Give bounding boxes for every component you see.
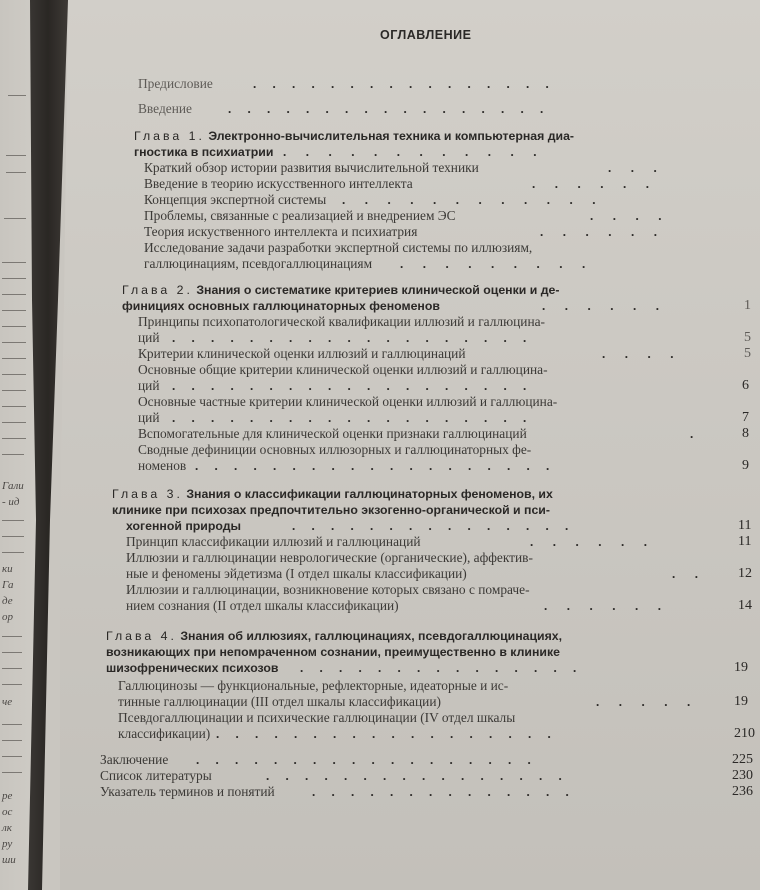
dot-leader: . . . . . . . . . . . . bbox=[283, 144, 537, 159]
toc-entry: Принципы психопатологической квалификации иллюзий и галлюцина- bbox=[138, 314, 546, 329]
toc-chapter-4-cont: возникающих при непомраченном сознании, преимущественно в клинике bbox=[106, 645, 560, 659]
toc-chapter-4 bbox=[106, 628, 562, 644]
dot-leader: . . . . . . . . . . . . . . . . . . . bbox=[172, 330, 527, 345]
page-number: 14 bbox=[738, 598, 752, 613]
toc-entry-preface: Предисловие bbox=[138, 76, 213, 91]
dot-leader: . . . . . . . . . . . . . . . . . . bbox=[196, 752, 531, 767]
page-number: 1 bbox=[744, 298, 751, 313]
toc-entry: Сводные дефиниции основных иллюзорных и галлюцинаторных фе- bbox=[138, 442, 532, 457]
chapter-title-line: Знания о систематике критериев клинической оценки и де- bbox=[196, 283, 560, 297]
page-number: 19 bbox=[734, 694, 748, 709]
left-page-fragment: ки bbox=[2, 563, 13, 575]
page-number: 225 bbox=[732, 752, 753, 767]
toc-entry: Иллюзии и галлюцинации, возникновение которых связано с помраче- bbox=[126, 582, 530, 597]
dot-leader: . . . . . . . . . bbox=[400, 256, 586, 271]
chapter-title-line: Электронно-вычислительная техника и компьютерная диа- bbox=[208, 129, 575, 143]
toc-entry-introduction: Введение bbox=[138, 101, 192, 116]
page-number: 11 bbox=[738, 518, 752, 533]
chapter-label: Глава 2. bbox=[122, 283, 193, 297]
left-page-fragment: лк bbox=[2, 822, 12, 834]
toc-entry: Введение в теорию искусственного интеллекта bbox=[144, 176, 413, 191]
left-page-rule bbox=[2, 294, 26, 295]
toc-chapter-3 bbox=[112, 486, 553, 502]
page-number: 6 bbox=[742, 378, 749, 393]
dot-leader: . . . . . . . . . . . . . . . bbox=[292, 518, 569, 533]
dot-leader: . . . . . . . . . . . . . . . . . bbox=[228, 101, 544, 116]
page-number: 19 bbox=[734, 660, 748, 675]
page-number: 5 bbox=[744, 330, 751, 345]
toc-entry: Основные общие критерии клинической оценки иллюзий и галлюцина- bbox=[138, 362, 548, 377]
left-page-rule bbox=[2, 772, 22, 773]
page-number: 7 bbox=[742, 410, 749, 425]
dot-leader: . . . . . . bbox=[532, 176, 649, 191]
page-number: 11 bbox=[738, 534, 752, 549]
left-page-rule bbox=[2, 406, 26, 407]
left-page-rule bbox=[8, 95, 26, 96]
toc-entry-cont: тинные галлюцинации (III отдел шкалы классификации) bbox=[118, 694, 441, 709]
left-page-fragment: ре bbox=[2, 790, 13, 802]
dot-leader: . . . bbox=[608, 160, 657, 175]
dot-leader: . . . . . . bbox=[530, 534, 647, 549]
page-number: 8 bbox=[742, 426, 749, 441]
left-page-fragment: де bbox=[2, 595, 13, 607]
page-number: 210 bbox=[734, 726, 755, 741]
left-page-rule bbox=[2, 454, 24, 455]
toc-chapter-4-cont: шизофренических психозов bbox=[106, 661, 279, 675]
toc-entry: Краткий обзор истории развития вычислительной техники bbox=[144, 160, 479, 175]
toc-entry: Исследование задачи разработки экспертной системы по иллюзиям, bbox=[144, 240, 533, 255]
toc-entry-cont: нием сознания (II отдел шкалы классификации) bbox=[126, 598, 399, 613]
chapter-label: Глава 1. bbox=[134, 129, 205, 143]
dot-leader: . . . . . . . . . . . . . . . . . . . bbox=[195, 458, 550, 473]
left-page-rule bbox=[2, 278, 26, 279]
toc-chapter-3-cont: хогенной природы bbox=[126, 519, 242, 533]
left-page-rule bbox=[2, 552, 24, 553]
toc-entry: Концепция экспертной системы bbox=[144, 192, 327, 207]
left-page-rule bbox=[2, 374, 26, 375]
toc-entry: Иллюзии и галлюцинации неврологические (органические), аффектив- bbox=[126, 550, 533, 565]
left-page-rule bbox=[2, 326, 26, 327]
left-page-rule bbox=[2, 684, 22, 685]
toc-chapter-1 bbox=[134, 128, 574, 144]
left-page-rule bbox=[2, 520, 24, 521]
left-page-fragment: Гали bbox=[2, 480, 24, 492]
dot-leader: . . . . . . bbox=[544, 598, 661, 613]
dot-leader: . . . . . . bbox=[540, 224, 657, 239]
dot-leader: . . . . bbox=[602, 346, 674, 361]
toc-chapter-1-cont: гностика в психиатрии bbox=[134, 145, 274, 159]
page-number: 236 bbox=[732, 784, 753, 799]
page-number: 5 bbox=[744, 346, 751, 361]
left-page-rule bbox=[2, 668, 22, 669]
toc-entry-cont: номенов bbox=[138, 458, 187, 473]
left-page-rule bbox=[2, 756, 22, 757]
toc-chapter-2 bbox=[122, 282, 559, 298]
toc-entry: Принцип классификации иллюзий и галлюцинаций bbox=[126, 534, 421, 549]
dot-leader: . . . . . . . . . . . . . . . bbox=[300, 660, 577, 675]
left-page-rule bbox=[4, 218, 26, 219]
chapter-title-line: Знания о классификации галлюцинаторных феноменов, их bbox=[186, 487, 553, 501]
dot-leader: . . . . . . . . . . . . . . . . . . bbox=[216, 726, 551, 741]
dot-leader: . bbox=[690, 426, 694, 441]
dot-leader: . . . . . . . . . . . . . . bbox=[312, 784, 569, 799]
dot-leader: . . bbox=[672, 566, 698, 581]
left-page-rule bbox=[2, 262, 26, 263]
toc-entry-cont: классификации) bbox=[118, 726, 211, 741]
toc-chapter-3-cont: клинике при психозах предпочтительно экзогенно-органической и пси- bbox=[112, 503, 550, 517]
page-number: 9 bbox=[742, 458, 749, 473]
toc-entry: Критерии клинической оценки иллюзий и галлюцинаций bbox=[138, 346, 466, 361]
toc-entry: Галлюцинозы — функциональные, рефлекторные, идеаторные и ис- bbox=[118, 678, 509, 693]
dot-leader: . . . . . bbox=[596, 694, 691, 709]
toc-chapter-2-cont: финициях основных галлюцинаторных феноменов bbox=[122, 299, 440, 313]
toc-entry: Вспомогательные для клинической оценки признаки галлюцинаций bbox=[138, 426, 527, 441]
left-page-fragment: - ид bbox=[2, 496, 20, 508]
dot-leader: . . . . . . . . . . . . . . . . bbox=[253, 76, 549, 91]
chapter-label: Глава 3. bbox=[112, 487, 183, 501]
dot-leader: . . . . . . bbox=[542, 298, 659, 313]
left-page-rule bbox=[2, 740, 22, 741]
chapter-label: Глава 4. bbox=[106, 629, 177, 643]
left-page-fragment: ру bbox=[2, 838, 13, 850]
left-page-rule bbox=[2, 342, 26, 343]
toc-entry: Псевдогаллюцинации и психические галлюцинации (IV отдел шкалы bbox=[118, 710, 516, 725]
toc-entry-cont: ций bbox=[138, 330, 160, 345]
left-page-fragment: Га bbox=[2, 579, 14, 591]
toc-entry-cont: ций bbox=[138, 378, 160, 393]
left-page-rule bbox=[6, 172, 26, 173]
left-page-rule bbox=[2, 390, 26, 391]
left-page-rule bbox=[2, 438, 26, 439]
toc-entry-cont: ций bbox=[138, 410, 160, 425]
toc-entry-index: Указатель терминов и понятий bbox=[100, 784, 275, 799]
toc-entry: Основные частные критерии клинической оценки иллюзий и галлюцина- bbox=[138, 394, 558, 409]
left-page-rule bbox=[2, 422, 26, 423]
chapter-title-line: Знания об иллюзиях, галлюцинациях, псевдогаллюцинациях, bbox=[180, 629, 563, 643]
dot-leader: . . . . . . . . . . . . . . . . . . . bbox=[172, 378, 527, 393]
left-page-rule bbox=[2, 358, 26, 359]
page-number: 230 bbox=[732, 768, 753, 783]
toc-entry: Проблемы, связанные с реализацией и внедрением ЭС bbox=[144, 208, 456, 223]
left-page-fragment: ши bbox=[2, 854, 16, 866]
toc-entry-conclusion: Заключение bbox=[100, 752, 169, 767]
dot-leader: . . . . . . . . . . . . bbox=[342, 192, 596, 207]
left-page-rule bbox=[2, 652, 22, 653]
left-page-rule bbox=[2, 724, 22, 725]
page-number: 12 bbox=[738, 566, 752, 581]
dot-leader: . . . . bbox=[590, 208, 662, 223]
dot-leader: . . . . . . . . . . . . . . . . bbox=[266, 768, 562, 783]
left-page-fragment: ор bbox=[2, 611, 13, 623]
left-page-rule bbox=[2, 636, 22, 637]
page-title: ОГЛАВЛЕНИЕ bbox=[380, 28, 472, 42]
toc-entry-bibliography: Список литературы bbox=[100, 768, 212, 783]
toc-entry-cont: галлюцинациям, псевдогаллюцинациям bbox=[144, 256, 373, 271]
toc-entry-cont: ные и феномены эйдетизма (I отдел шкалы классификации) bbox=[126, 566, 467, 581]
left-page-rule bbox=[2, 536, 24, 537]
left-page-rule bbox=[2, 310, 26, 311]
left-page-rule bbox=[6, 155, 26, 156]
left-page-fragment: ос bbox=[2, 806, 13, 818]
left-page-fragment: че bbox=[2, 696, 13, 708]
dot-leader: . . . . . . . . . . . . . . . . . . . bbox=[172, 410, 527, 425]
toc-entry: Теория искуственного интеллекта и психиатрия bbox=[144, 224, 418, 239]
